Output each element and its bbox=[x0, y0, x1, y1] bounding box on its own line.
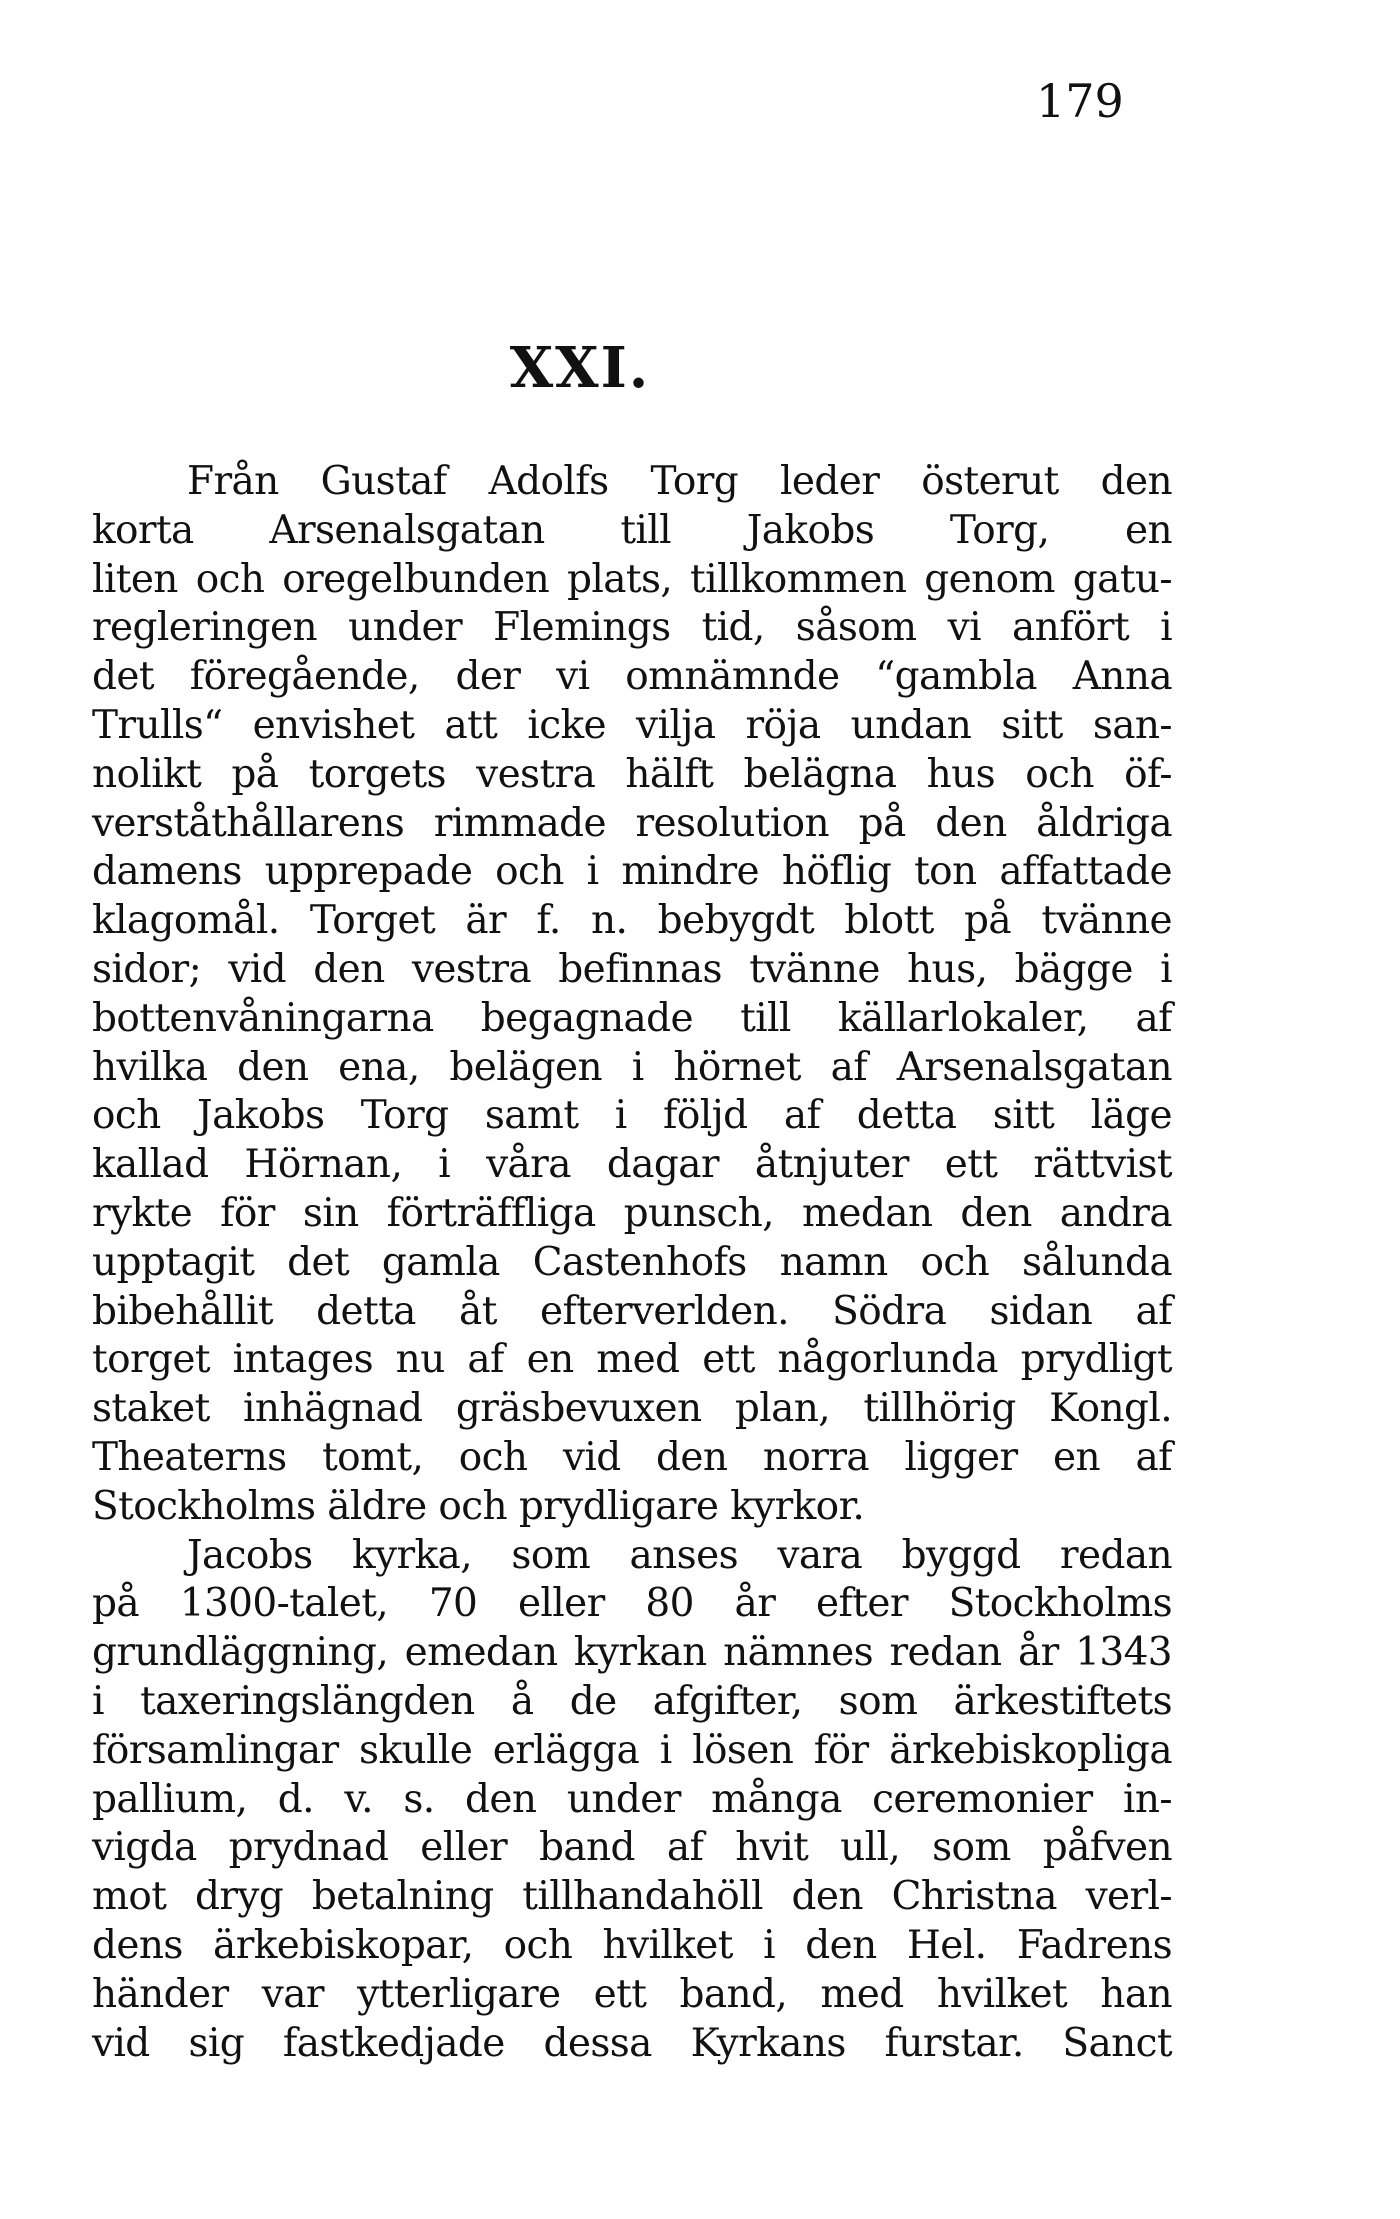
text-line: torget intages nu af en med ett någorlunda prydligt bbox=[92, 1337, 1172, 1383]
text-line: rykte för sin förträffliga punsch, medan den andra bbox=[92, 1190, 1172, 1236]
text-line: Från Gustaf Adolfs Torg leder österut den bbox=[187, 459, 1172, 504]
text-line: korta Arsenalsgatan till Jakobs Torg, en bbox=[92, 507, 1172, 553]
text-line: staket inhägnad gräsbevuxen plan, tillhörig Kongl. bbox=[92, 1386, 1172, 1432]
text-line: dens ärkebiskopar, och hvilket i den Hel. Fadrens bbox=[92, 1922, 1172, 1968]
text-line: på 1300-talet, 70 eller 80 år efter Stockholms bbox=[92, 1581, 1172, 1627]
text-line: nolikt på torgets vestra hälft belägna hus och öf- bbox=[92, 751, 1172, 797]
page-number: 179 bbox=[1036, 74, 1124, 128]
text-line: hvilka den ena, belägen i hörnet af Arsenalsgatan bbox=[92, 1044, 1172, 1090]
text-line: pallium, d. v. s. den under många ceremonier in- bbox=[92, 1776, 1172, 1822]
text-line: och Jakobs Torg samt i följd af detta sitt läge bbox=[92, 1093, 1172, 1139]
text-line: upptagit det gamla Castenhofs namn och sålunda bbox=[92, 1239, 1172, 1285]
text-line: händer var ytterligare ett band, med hvilket han bbox=[92, 1971, 1172, 2017]
body-text bbox=[92, 458, 1172, 2068]
text-line: grundläggning, emedan kyrkan nämnes redan år 1343 bbox=[92, 1630, 1172, 1676]
text-line: verståthållarens rimmade resolution på den åldriga bbox=[92, 800, 1172, 846]
text-line: vigda prydnad eller band af hvit ull, som påfven bbox=[92, 1825, 1172, 1871]
chapter-heading: XXI. bbox=[509, 335, 651, 401]
text-line: i taxeringslängden å de afgifter, som ärkestiftets bbox=[92, 1678, 1172, 1724]
text-line: regleringen under Flemings tid, såsom vi anfört i bbox=[92, 605, 1172, 651]
text-line: bottenvåningarna begagnade till källarlokaler, af bbox=[92, 995, 1172, 1041]
text-line: vid sig fastkedjade dessa Kyrkans furstar. Sanct bbox=[92, 2020, 1172, 2066]
text-line: liten och oregelbunden plats, tillkommen genom gatu- bbox=[92, 556, 1172, 602]
text-line: mot dryg betalning tillhandahöll den Christna verl- bbox=[92, 1874, 1172, 1920]
text-line: Theaterns tomt, och vid den norra ligger en af bbox=[92, 1434, 1172, 1480]
text-line: Stockholms äldre och prydligare kyrkor. bbox=[92, 1483, 865, 1529]
text-line: Jacobs kyrka, som anses vara byggd redan bbox=[187, 1532, 1172, 1578]
text-line: Trulls“ envishet att icke vilja röja undan sitt san- bbox=[92, 702, 1172, 748]
text-line: församlingar skulle erlägga i lösen för ärkebiskopliga bbox=[92, 1727, 1172, 1773]
text-line: det föregående, der vi omnämnde “gambla Anna bbox=[92, 654, 1172, 700]
text-line: kallad Hörnan, i våra dagar åtnjuter ett rättvist bbox=[92, 1142, 1172, 1188]
text-line: bibehållit detta åt efterverlden. Södra sidan af bbox=[92, 1288, 1172, 1334]
text-line: damens upprepade och i mindre höflig ton affattade bbox=[92, 849, 1172, 895]
text-line: sidor; vid den vestra befinnas tvänne hus, bägge i bbox=[92, 946, 1172, 992]
text-line: klagomål. Torget är f. n. bebygdt blott på tvänne bbox=[92, 898, 1172, 944]
